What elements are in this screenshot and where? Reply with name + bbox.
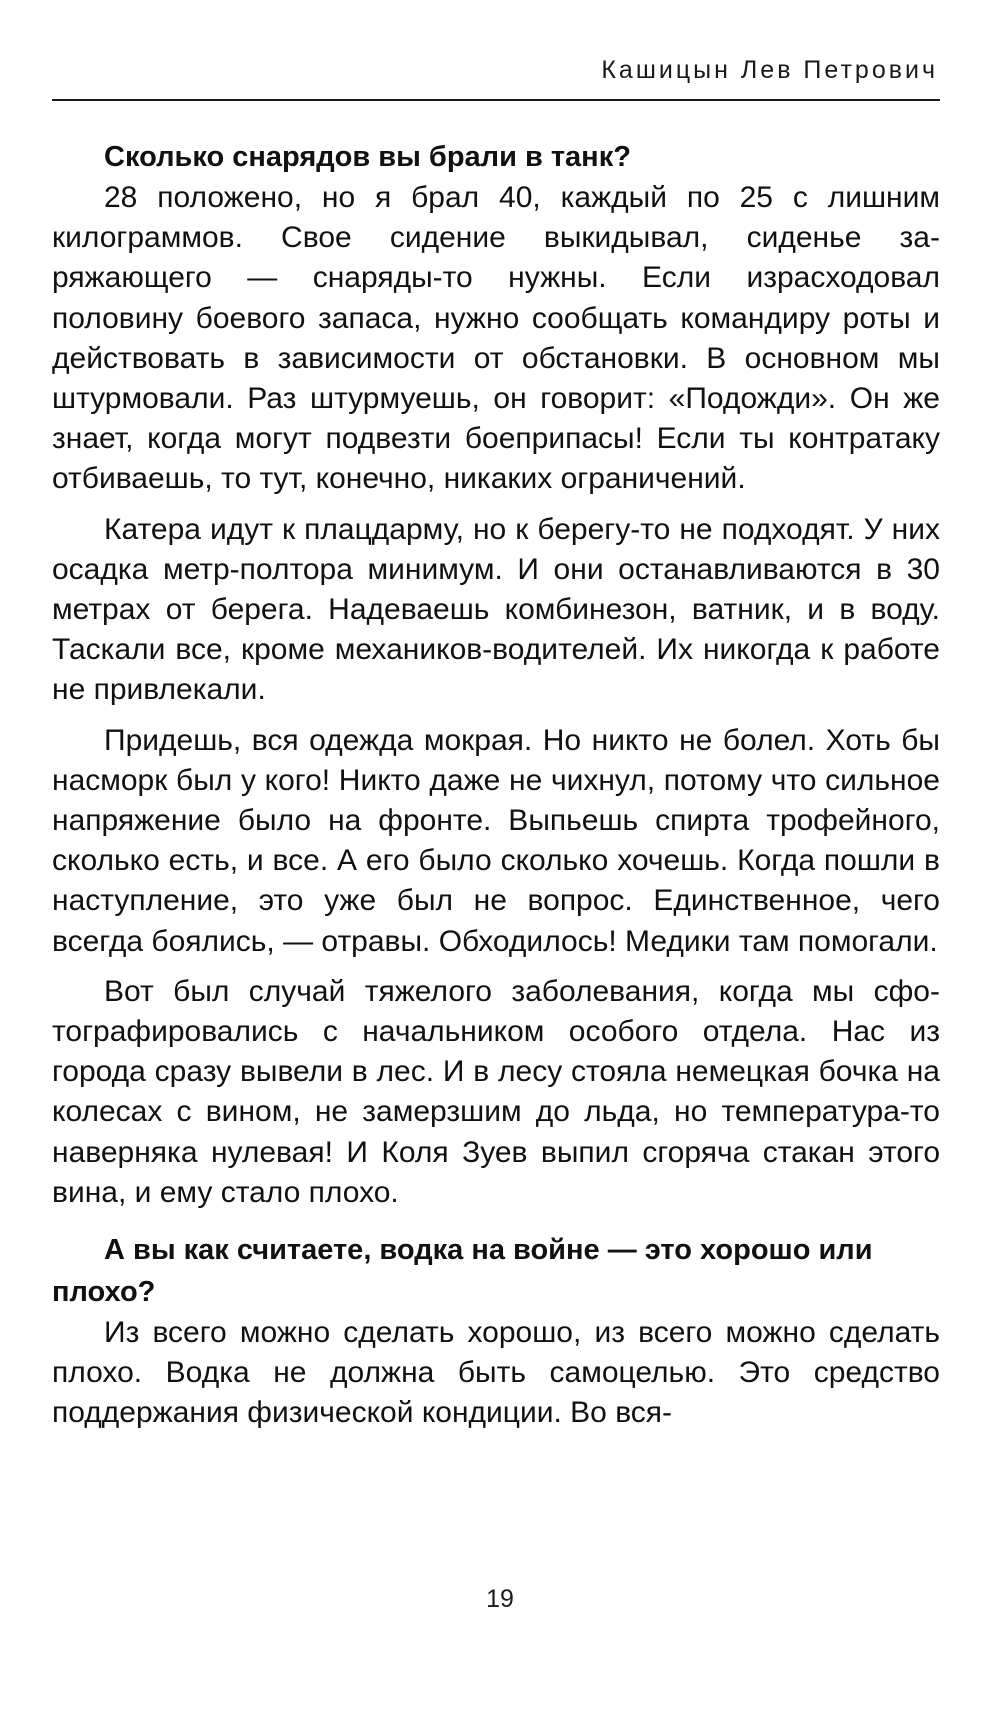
- page-body-text: [52, 136, 940, 1434]
- interview-question-vodka: А вы как считаете, водка на войне — это хорошо или плохо?: [52, 1234, 873, 1309]
- answer-paragraph-illness-case: Вот был случай тяжелого заболевания, когда мы сфотографировались с начальником особого отдела. Нас из города сразу вывели в лес. И в лесу стояла немецкая бочка на колесах с вином, не замерзшим до льда, но температура-то наверняка нулевая! И Коля Зуев выпил сгоряча стакан этого вина, и ему стало плохо.: [52, 974, 940, 1209]
- answer-paragraph-vodka: Из всего можно сделать хорошо, из всего можно сделать плохо. Водка не должна быть самоцелью. Это средство поддержания физической кондиции. Во вся-: [52, 1316, 940, 1430]
- answer-paragraph-shells: 28 положено, но я брал 40, каждый по 25 с лишним килограммов. Свое сидение выкидывал, сиденье заряжающего — снаряды-то нужны. Если израсходовал половину боевого запаса, нужно сообщать командиру роты и действовать в зависимости от обстановки. В основном мы штурмовали. Раз штурмуешь, он говорит: «Подожди». Он же знает, когда могут подвезти боеприпасы! Если ты контратаку отбиваешь, то тут, конечно, никаких ограничений.: [52, 181, 940, 496]
- header-rule-divider: [52, 99, 940, 101]
- interview-question-shells: Сколько снарядов вы брали в танк?: [104, 141, 631, 173]
- answer-paragraph-boats: Катера идут к плацдарму, но к берегу-то не подходят. У них осадка метр-полтора минимум. И они останавливаются в 30 метрах от берега. Надеваешь комбинезон, ватник, и в воду. Таскали все, кроме механиков-водителей. Их никогда к работе не привлекали.: [52, 512, 940, 707]
- running-header-author-name: Кашицын Лев Петрович: [601, 56, 938, 84]
- page-number: 19: [486, 1585, 514, 1613]
- answer-paragraph-wet-clothes: Придешь, вся одежда мокрая. Но никто не болел. Хоть бы насморк был у кого! Никто даже не чихнул, потому что сильное напряжение было на фронте. Выпьешь спирта трофейного, сколько есть, и все. А его было сколько хочешь. Когда пошли в наступление, это уже был не вопрос. Единственное, чего всегда боялись, — отравы. Обходилось! Медики там помогали.: [52, 723, 940, 958]
